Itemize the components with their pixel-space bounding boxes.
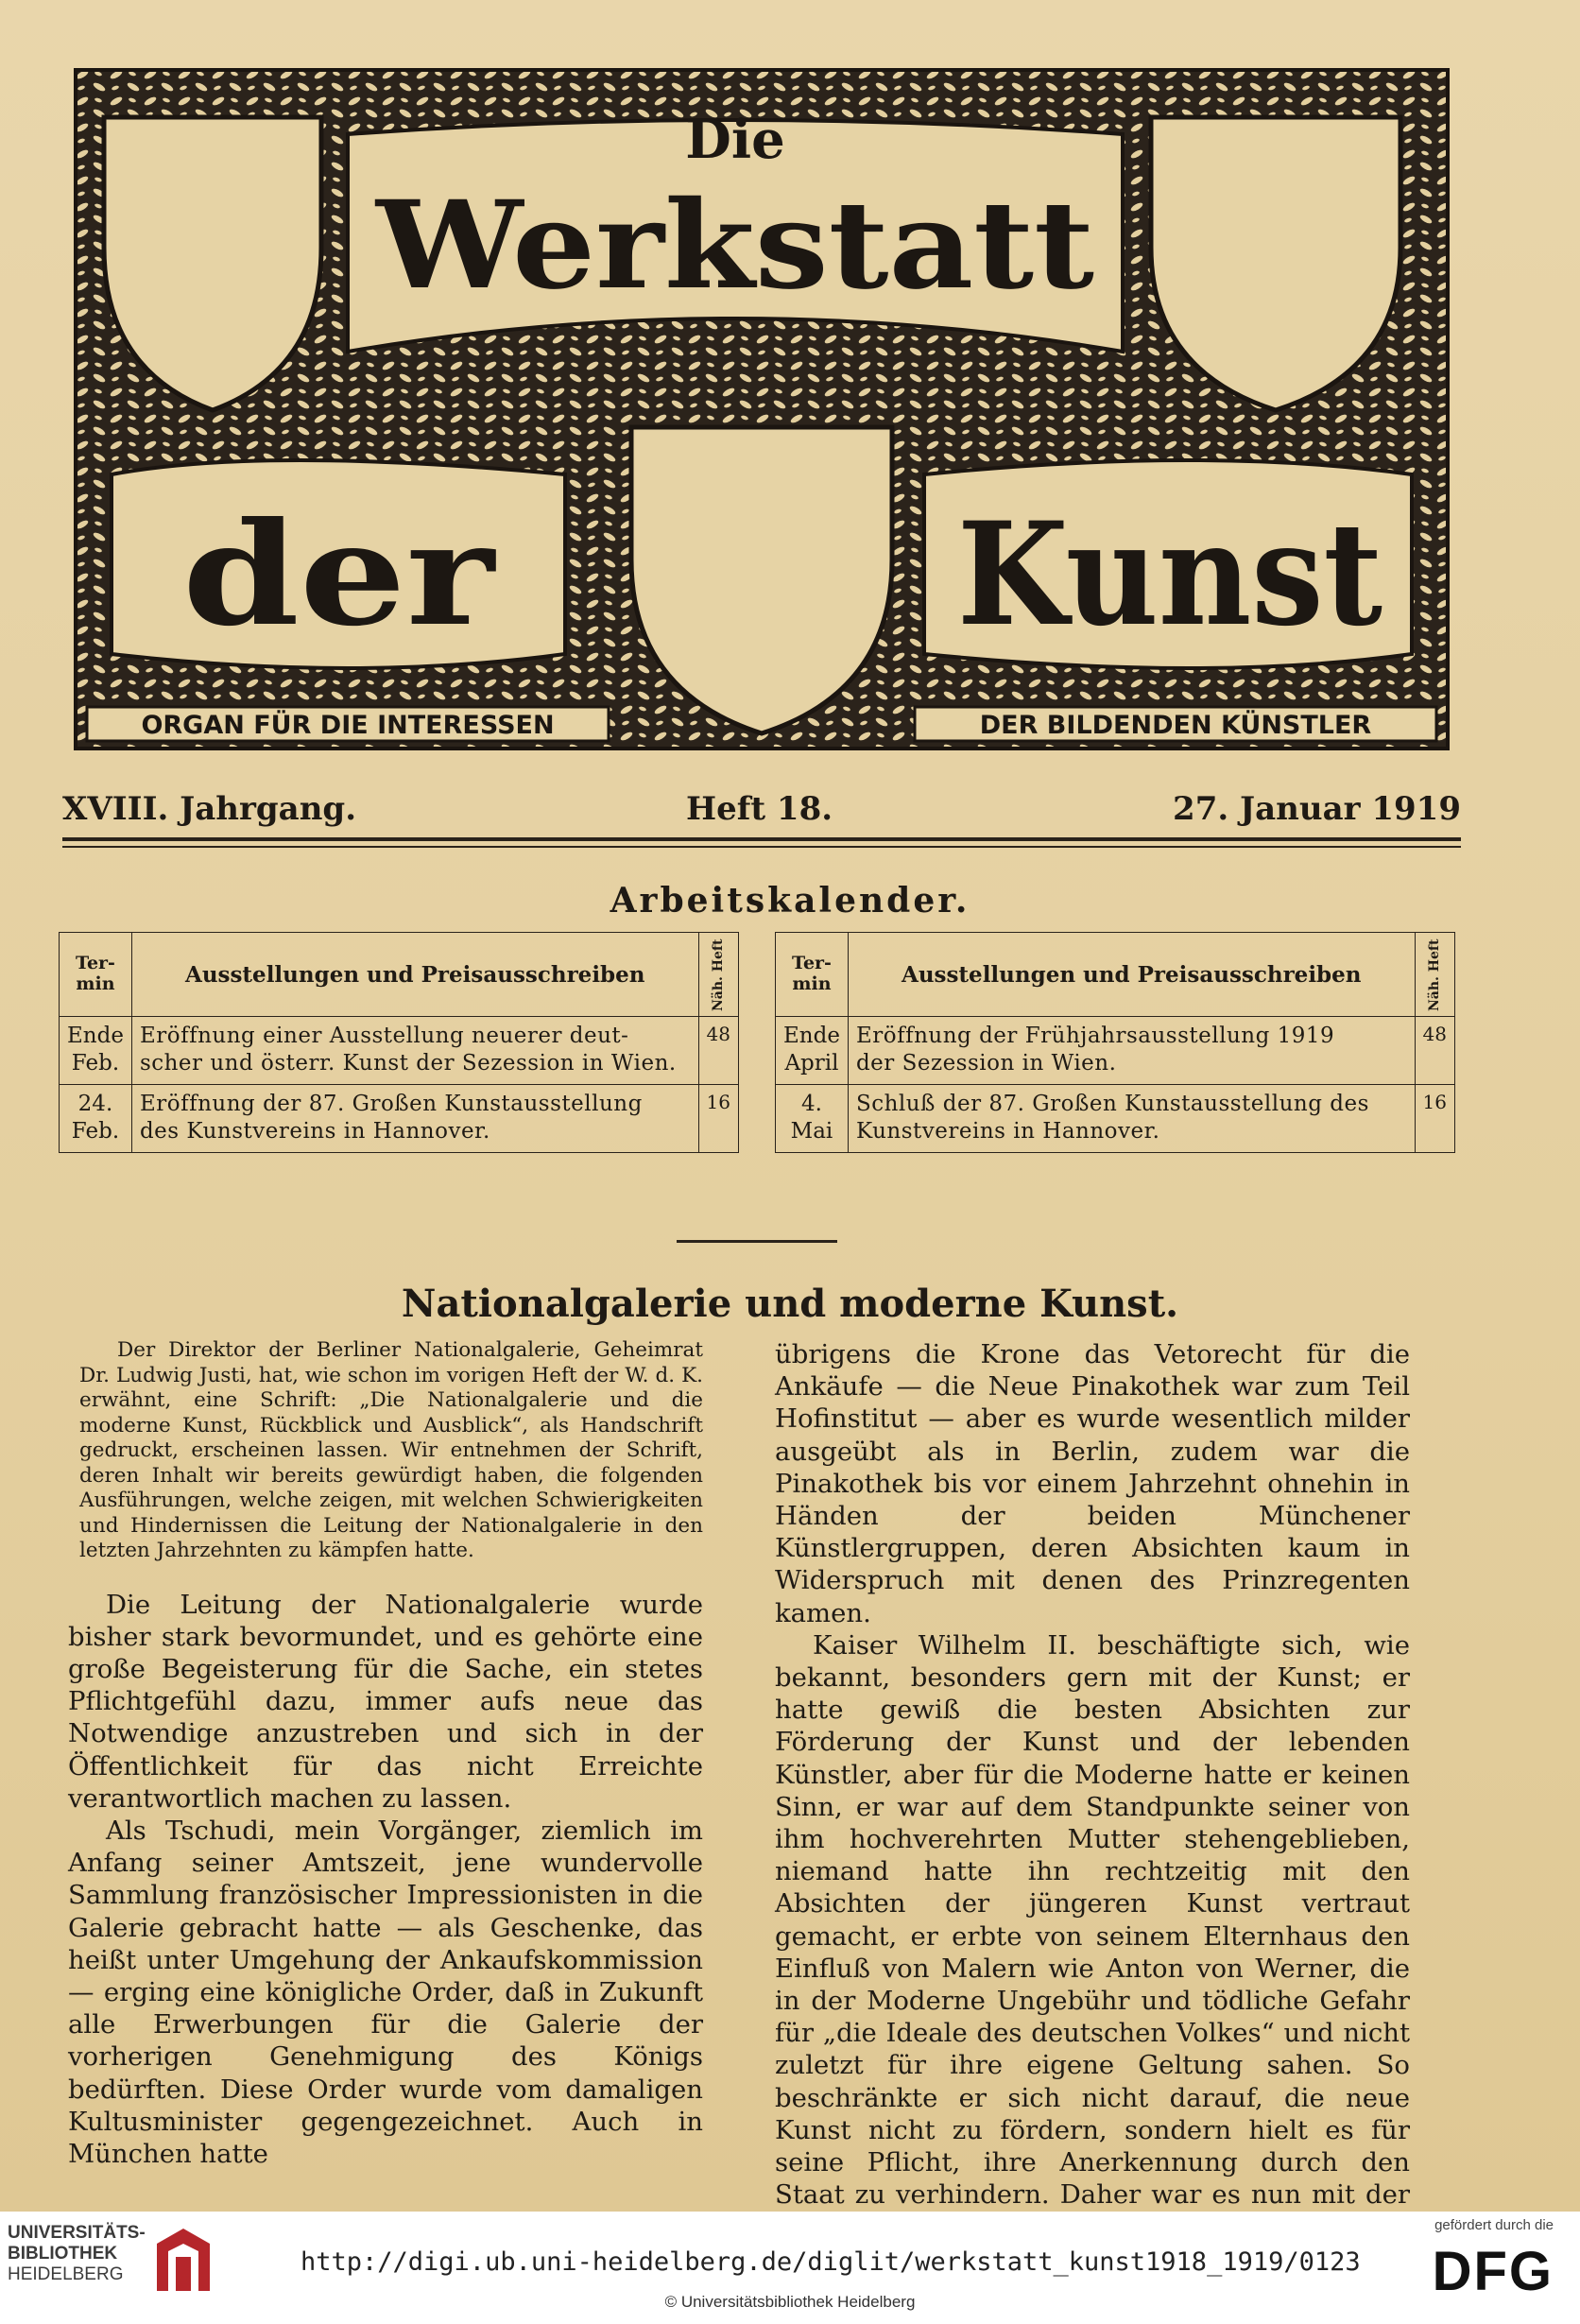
calendar-row: [60, 1017, 739, 1085]
library-mark-icon: [151, 2225, 215, 2295]
article-paragraph: Kaiser Wilhelm II. beschäftigte sich, wie bekannt, besonders gern mit der Kunst; er hatte gewiß die besten Absichten zur Förderung der Kunst und der lebenden Künstler, aber für die Moderne hatte er keinen Sinn, er war auf dem Standpunkte seiner von ihm hochverehrten Mutter stehengeblieben, niemand hatte ihn rechtzeitig mit den Absichten der jüngeren Kunst vertraut gemacht, er erbte von seinem Elternhaus den Einfluß von Malern wie Anton von Werner, die in der Moderne Ungebühr und tödliche Gefahr für „die Ideale des deutschen Volkes“ und nicht zuletzt für ihre eigene Geltung sahen. So beschränkte er sich nicht darauf, die neue Kunst nicht zu fördern, sondern hielt es für seine Pflicht, ihre Anerkennung durch den Staat zu verhindern. Daher war es nun mit der: [775, 1629, 1410, 2211]
article-paragraph: Die Leitung der Nationalgalerie wurde bisher stark bevormundet, und es gehörte eine große Begeisterung für die Sache, ein stetes Pflichtgefühl dazu, immer aufs neue das Notwendige anzustreben und sich in der Öffentlichkeit für das nicht Erreichte verantwortlich machen zu lassen.: [68, 1589, 703, 1814]
calendar-table-right: [775, 932, 1455, 1153]
issue-info-row: [62, 790, 1461, 832]
row-termin: 4. Mai: [776, 1084, 849, 1152]
digitization-footer: [0, 2212, 1580, 2324]
calendar-header-row: [776, 933, 1455, 1017]
title-werkstatt: Werkstatt: [373, 175, 1094, 317]
subtitle-left: ORGAN FÜR DIE INTERESSEN: [141, 711, 555, 740]
library-name-line1: UNIVERSITÄTS-: [8, 2223, 146, 2243]
header-content: Ausstellungen und Preisausschreiben: [848, 933, 1415, 1017]
calendar-title: Arbeitskalender.: [610, 881, 970, 921]
calendar-table-left: [59, 932, 739, 1153]
row-termin: 24. Feb.: [60, 1084, 132, 1152]
row-heft: 48: [1415, 1017, 1454, 1085]
row-heft: 48: [698, 1017, 738, 1085]
row-heft: 16: [698, 1084, 738, 1152]
issue-date: 27. Januar 1919: [1173, 790, 1461, 828]
calendar-row: [60, 1084, 739, 1152]
masthead: [74, 68, 1450, 750]
library-logo[interactable]: [8, 2223, 146, 2285]
library-name-line2: BIBLIOTHEK: [8, 2244, 118, 2264]
dfg-logo[interactable]: DFG: [1432, 2241, 1554, 2302]
divider-thick: [62, 837, 1461, 841]
article-column-left: [68, 1338, 703, 2170]
title-die: Die: [685, 109, 785, 171]
permalink-url[interactable]: http://digi.ub.uni-heidelberg.de/diglit/werkstatt_kunst1918_1919/0123: [301, 2247, 1361, 2277]
title-der: der: [182, 491, 497, 658]
article-title: Nationalgalerie und moderne Kunst.: [401, 1282, 1179, 1326]
title-kunst: Kunst: [957, 491, 1382, 658]
row-heft: 16: [1415, 1084, 1454, 1152]
row-termin: Ende Feb.: [60, 1017, 132, 1085]
article-paragraph: Als Tschudi, mein Vorgänger, ziemlich im Anfang seiner Amtszeit, jene wundervolle Sammlung französischer Impressionisten in die Galerie gebracht hatte — als Geschenke, das heißt unter Umgehung der Ankaufskommission — erging eine königliche Order, daß in Zukunft alle Erwerbungen für die Galerie der vorherigen Genehmigung des Königs bedürften. Diese Order wurde vom damaligen Kultusminister gegengezeichnet. Auch in München hatte: [68, 1815, 703, 2169]
copyright-notice: © Universitätsbibliothek Heidelberg: [664, 2293, 916, 2311]
header-termin: Ter- min: [60, 933, 132, 1017]
row-termin: Ende April: [776, 1017, 849, 1085]
row-text: Eröffnung der 87. Großen Kunstausstellung des Kunstvereins in Hannover.: [131, 1084, 698, 1152]
row-text: Schluß der 87. Großen Kunstausstellung des Kunstvereins in Hannover.: [848, 1084, 1415, 1152]
section-divider: [677, 1240, 837, 1243]
header-content: Ausstellungen und Preisausschreiben: [131, 933, 698, 1017]
masthead-illustration: [74, 68, 1450, 750]
article-column-right: [775, 1338, 1410, 2244]
header-heft: Näh. Heft: [1415, 933, 1454, 1017]
funding-label: gefördert durch die: [1434, 2217, 1554, 2233]
header-heft: Näh. Heft: [698, 933, 738, 1017]
issue-number: Heft 18.: [686, 790, 833, 828]
calendar-header-row: [60, 933, 739, 1017]
library-name-line3: HEIDELBERG: [8, 2264, 124, 2284]
divider-thin: [62, 846, 1461, 848]
calendar-row: [776, 1017, 1455, 1085]
article-paragraph: übrigens die Krone das Vetorecht für die Ankäufe — die Neue Pinakothek war zum Teil Hofinstitut — aber es wurde wesentlich milder ausgeübt als in Berlin, zudem war die Pinakothek bis vor einem Jahrzehnt ohnehin in Händen der beiden Münchener Künstlergruppen, deren Absichten kaum in Widerspruch mit denen des Prinzregenten kamen.: [775, 1339, 1410, 1628]
subtitle-right: DER BILDENDEN KÜNSTLER: [979, 711, 1372, 740]
volume-year: XVIII. Jahrgang.: [62, 790, 357, 828]
row-text: Eröffnung einer Ausstellung neuerer deut- scher und österr. Kunst der Sezession in Wien.: [131, 1017, 698, 1085]
row-text: Eröffnung der Frühjahrsausstellung 1919 der Sezession in Wien.: [848, 1017, 1415, 1085]
header-termin: Ter- min: [776, 933, 849, 1017]
calendar-row: [776, 1084, 1455, 1152]
article-intro: Der Direktor der Berliner Nationalgalerie, Geheimrat Dr. Ludwig Justi, hat, wie schon im vorigen Heft der W. d. K. erwähnt, eine Schrift: „Die Nationalgalerie und die moderne Kunst, Rückblick und Ausblick“, als Handschrift gedruckt, erscheinen lassen. Wir entnehmen der Schrift, deren Inhalt wir bereits gewürdigt haben, die folgenden Ausführungen, welche zeigen, mit welchen Schwierigkeiten und Hindernissen die Leitung der Nationalgalerie in den letzten Jahrzehnten zu kämpfen hatte.: [79, 1338, 703, 1562]
